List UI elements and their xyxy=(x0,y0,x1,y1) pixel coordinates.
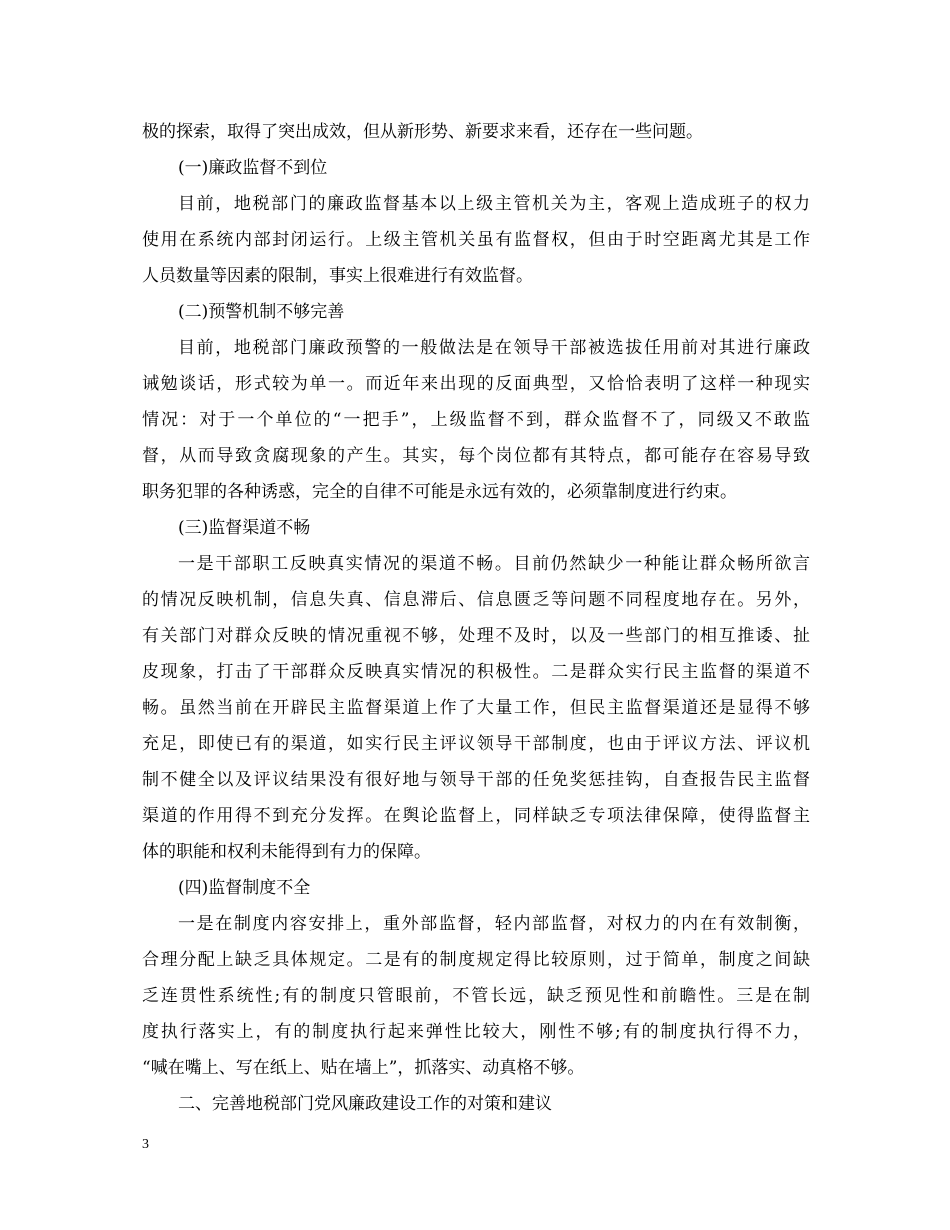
text-line: 充足，即使已有的渠道，如实行民主评议领导干部制度，也由于评议方法、评议机 xyxy=(142,734,810,754)
text-line: (二)预警机制不够完善 xyxy=(178,302,345,322)
text-line: (四)监督制度不全 xyxy=(178,878,311,898)
text-line: 目前，地税部门的廉政监督基本以上级主管机关为主，客观上造成班子的权力 xyxy=(178,194,810,214)
text-line: 有关部门对群众反映的情况重视不够，处理不及时，以及一些部门的相互推诿、扯 xyxy=(142,626,810,646)
text-line: 体的职能和权利未能得到有力的保障。 xyxy=(142,842,431,862)
text-line: 乏连贯性系统性;有的制度只管眼前，不管长远，缺乏预见性和前瞻性。三是在制 xyxy=(142,986,810,1006)
text-line: 职务犯罪的各种诱惑，完全的自律不可能是永远有效的，必须靠制度进行约束。 xyxy=(142,482,737,502)
text-line: 制不健全以及评议结果没有很好地与领导干部的任免奖惩挂钩，自查报告民主监督 xyxy=(142,770,810,790)
text-line: (一)廉政监督不到位 xyxy=(178,158,328,178)
text-line: 诫勉谈话，形式较为单一。而近年来出现的反面典型，又恰恰表明了这样一种现实 xyxy=(142,374,810,394)
text-line: 一是干部职工反映真实情况的渠道不畅。目前仍然缺少一种能让群众畅所欲言 xyxy=(178,554,810,574)
text-line: 人员数量等因素的限制，事实上很难进行有效监督。 xyxy=(142,266,533,286)
document-body xyxy=(142,114,810,1122)
text-line: 皮现象，打击了干部群众反映真实情况的积极性。二是群众实行民主监督的渠道不 xyxy=(142,662,810,682)
text-line: 目前，地税部门廉政预警的一般做法是在领导干部被选拔任用前对其进行廉政 xyxy=(178,338,810,358)
text-line: 畅。虽然当前在开辟民主监督渠道上作了大量工作，但民主监督渠道还是显得不够 xyxy=(142,698,810,718)
text-line: 一是在制度内容安排上，重外部监督，轻内部监督，对权力的内在有效制衡， xyxy=(178,914,810,934)
text-line: 极的探索，取得了突出成效，但从新形势、新要求来看，还存在一些问题。 xyxy=(142,122,703,142)
text-line: 度执行落实上，有的制度执行起来弹性比较大，刚性不够;有的制度执行得不力， xyxy=(142,1022,810,1042)
text-line: (三)监督渠道不畅 xyxy=(178,518,311,538)
text-line: “喊在嘴上、写在纸上、贴在墙上”，抓落实、动真格不够。 xyxy=(142,1058,585,1078)
text-line: 情况：对于一个单位的“一把手”，上级监督不到，群众监督不了，同级又不敢监 xyxy=(142,410,810,430)
text-line: 督，从而导致贪腐现象的产生。其实，每个岗位都有其特点，都可能存在容易导致 xyxy=(142,446,810,466)
text-line: 二、完善地税部门党风廉政建设工作的对策和建议 xyxy=(178,1094,552,1114)
text-line: 使用在系统内部封闭运行。上级主管机关虽有监督权，但由于时空距离尤其是工作 xyxy=(142,230,810,250)
text-line: 的情况反映机制，信息失真、信息滞后、信息匮乏等问题不同程度地存在。另外， xyxy=(142,590,810,610)
page-number: 3 xyxy=(142,1137,149,1152)
text-line: 渠道的作用得不到充分发挥。在舆论监督上，同样缺乏专项法律保障，使得监督主 xyxy=(142,806,810,826)
text-line: 合理分配上缺乏具体规定。二是有的制度规定得比较原则，过于简单，制度之间缺 xyxy=(142,950,810,970)
